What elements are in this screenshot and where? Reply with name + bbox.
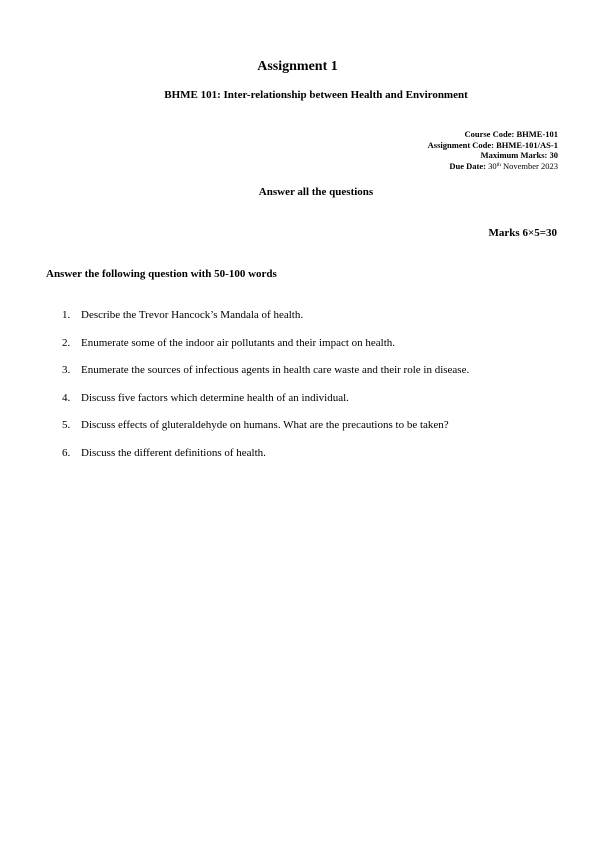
- question-item: [62, 418, 469, 446]
- instruction-text: Answer all the questions: [258, 186, 374, 198]
- question-text: Describe the Trevor Hancock’s Mandala of health.: [81, 309, 304, 321]
- assignment-code-label: Assignment Code:: [427, 139, 494, 150]
- assignment-title: Assignment 1: [257, 59, 338, 74]
- question-item: [62, 336, 469, 364]
- assignment-code-row: [428, 140, 558, 151]
- due-date-day: 30: [488, 160, 497, 171]
- question-list: [62, 308, 469, 473]
- course-code-value: BHME-101: [516, 129, 558, 139]
- max-marks-row: [428, 150, 558, 161]
- question-text: Discuss the different definitions of health.: [81, 446, 266, 459]
- question-item: [62, 391, 469, 419]
- max-marks-value: 30: [549, 150, 558, 160]
- question-text: Discuss effects of gluteraldehyde on humans. What are the precautions to be taken?: [81, 419, 449, 431]
- due-date-row: [428, 161, 558, 172]
- course-code-row: [428, 129, 558, 140]
- question-number: 5.: [62, 419, 71, 431]
- question-item: [62, 308, 469, 336]
- question-number: 3.: [62, 364, 71, 376]
- question-text: Enumerate some of the indoor air pollutants and their impact on health.: [81, 336, 396, 349]
- max-marks-label: Maximum Marks:: [480, 150, 548, 160]
- question-number: 6.: [62, 446, 71, 459]
- question-number: 1.: [62, 309, 71, 321]
- question-item: [62, 446, 469, 474]
- course-code-label: Course Code:: [464, 129, 515, 139]
- due-date-suffix: th: [496, 161, 501, 168]
- question-item: [62, 363, 469, 391]
- assignment-code-value: BHME-101/AS-1: [496, 139, 558, 150]
- due-date-rest: November 2023: [502, 160, 558, 171]
- due-date-label: Due Date:: [449, 160, 486, 171]
- section-heading: Answer the following question with 50-100 words: [46, 268, 277, 280]
- assignment-meta: [428, 129, 558, 171]
- course-subtitle: BHME 101: Inter-relationship between Health and Environment: [164, 89, 468, 101]
- marks-summary: Marks 6×5=30: [488, 227, 557, 239]
- question-text: Discuss five factors which determine health of an individual.: [81, 391, 349, 404]
- question-text: Enumerate the sources of infectious agents in health care waste and their role in disease.: [81, 364, 470, 376]
- question-number: 4.: [62, 391, 71, 404]
- question-number: 2.: [62, 336, 71, 349]
